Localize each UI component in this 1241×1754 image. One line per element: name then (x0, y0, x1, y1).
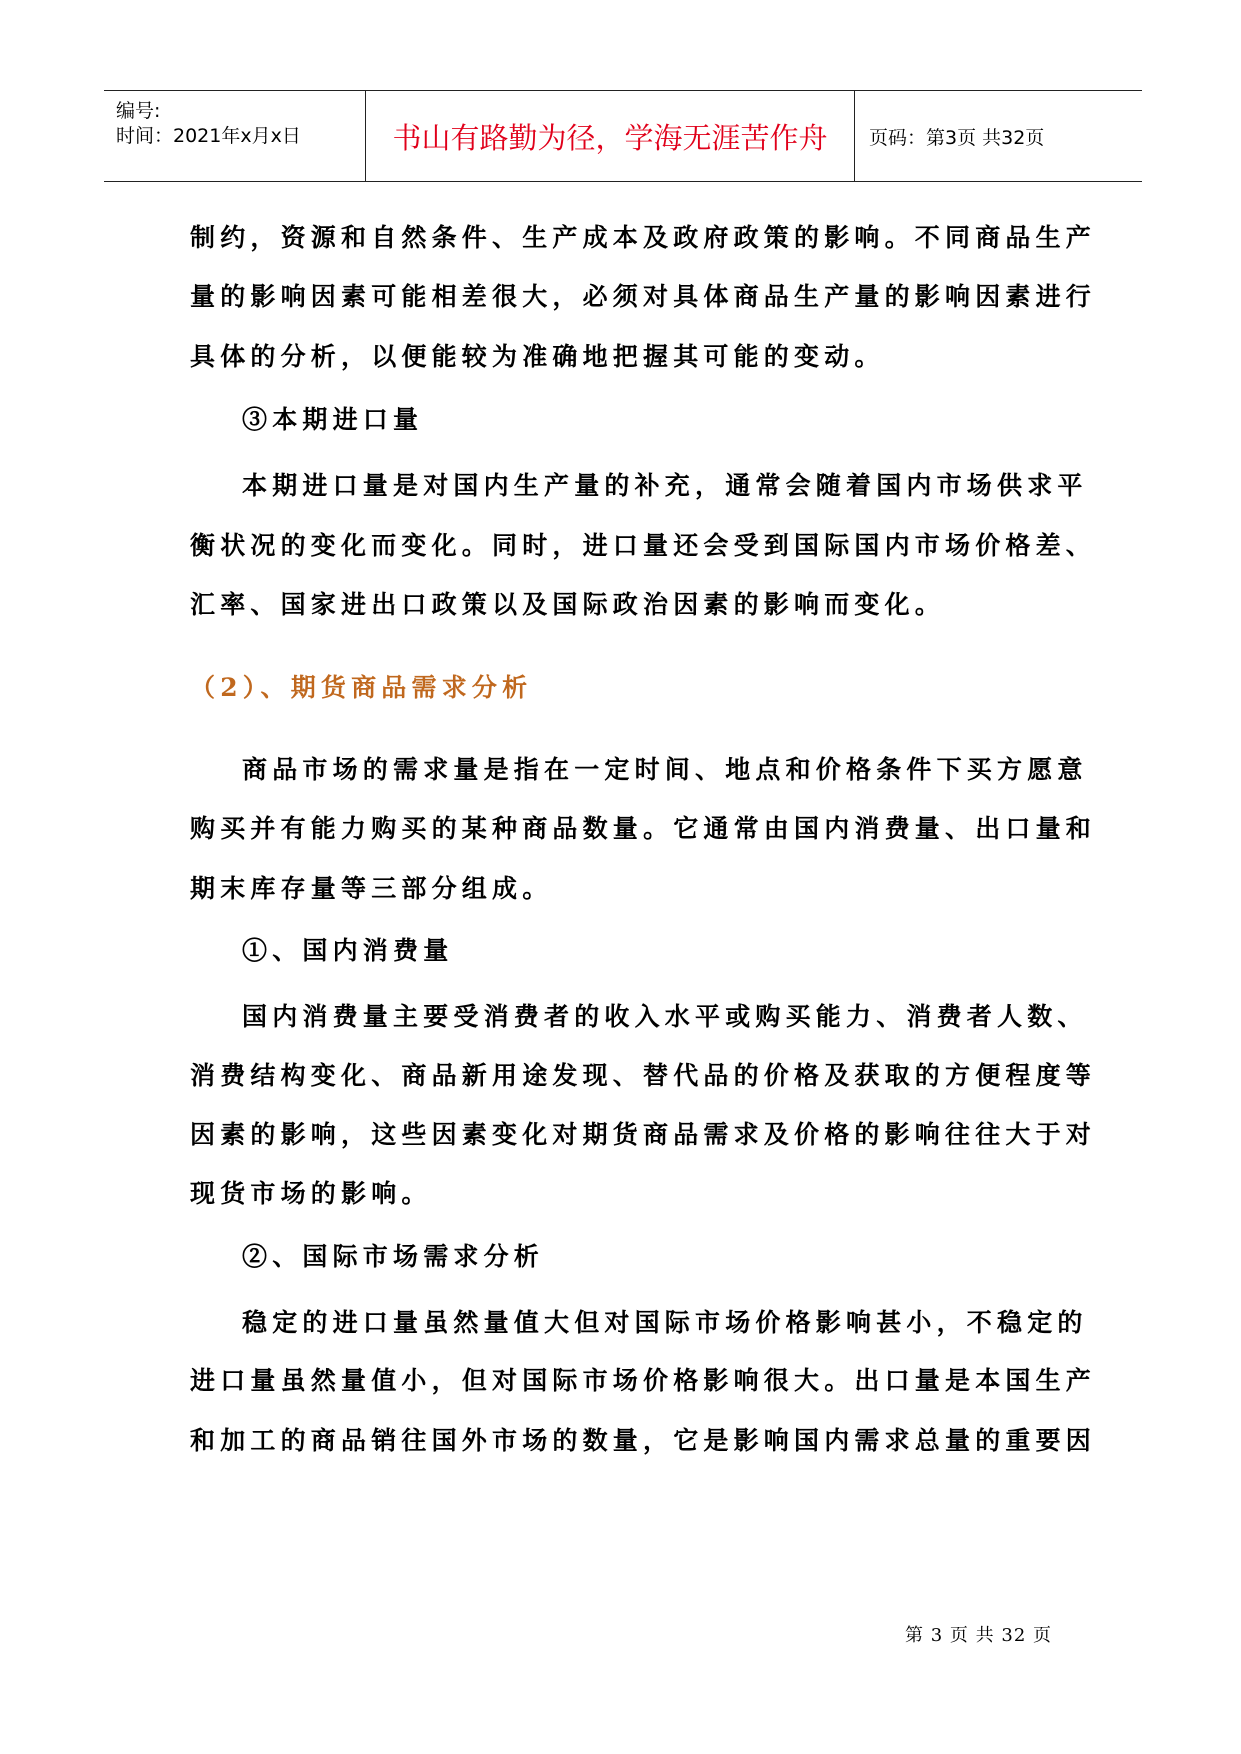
body-line: 汇率、国家进出口政策以及国际政治因素的影响而变化。 (190, 590, 946, 619)
body-line: 稳定的进口量虽然量值大但对国际市场价格影响甚小，不稳定的 (242, 1308, 1088, 1337)
body-line: 量的影响因素可能相差很大，必须对具体商品生产量的影响因素进行 (190, 282, 1097, 311)
body-line: 现货市场的影响。 (190, 1179, 432, 1208)
body-line: 衡状况的变化而变化。同时，进口量还会受到国际国内市场价格差、 (190, 531, 1097, 560)
body-line: 消费结构变化、商品新用途发现、替代品的价格及获取的方便程度等 (190, 1061, 1097, 1090)
body-line: 进口量虽然量值小，但对国际市场价格影响很大。出口量是本国生产 (190, 1366, 1097, 1395)
body-line: 制约，资源和自然条件、生产成本及政府政策的影响。不同商品生产 (190, 223, 1097, 252)
body-line: 国内消费量主要受消费者的收入水平或购买能力、消费者人数、 (242, 1002, 1088, 1031)
header-meta-cell (104, 91, 366, 181)
page-header (104, 90, 1142, 182)
subsection-heading: ③本期进口量 (242, 405, 424, 434)
body-line: 因素的影响，这些因素变化对期货商品需求及价格的影响往往大于对 (190, 1120, 1097, 1149)
body-line: 和加工的商品销往国外市场的数量，它是影响国内需求总量的重要因 (190, 1426, 1097, 1455)
header-page-code: 页码：第3页 共32页 (869, 126, 1045, 149)
document-number-label: 编号: (116, 100, 161, 122)
body-line: 购买并有能力购买的某种商品数量。它通常由国内消费量、出口量和 (190, 814, 1097, 843)
body-line: 具体的分析，以便能较为准确地把握其可能的变动。 (190, 342, 885, 371)
header-motto: 书山有路勤为径，学海无涯苦作舟 (366, 91, 855, 181)
body-line: 商品市场的需求量是指在一定时间、地点和价格条件下买方愿意 (242, 755, 1088, 784)
body-line: 期末库存量等三部分组成。 (190, 874, 553, 903)
document-date-label: 时间：2021年x月x日 (116, 125, 301, 147)
page-footer: 第 3 页 共 32 页 (905, 1625, 1052, 1646)
body-line: 本期进口量是对国内生产量的补充，通常会随着国内市场供求平 (242, 471, 1088, 500)
subsection-heading: ②、国际市场需求分析 (242, 1242, 545, 1271)
section-heading: （2）、期货商品需求分析 (190, 673, 533, 702)
subsection-heading: ①、国内消费量 (242, 936, 454, 965)
